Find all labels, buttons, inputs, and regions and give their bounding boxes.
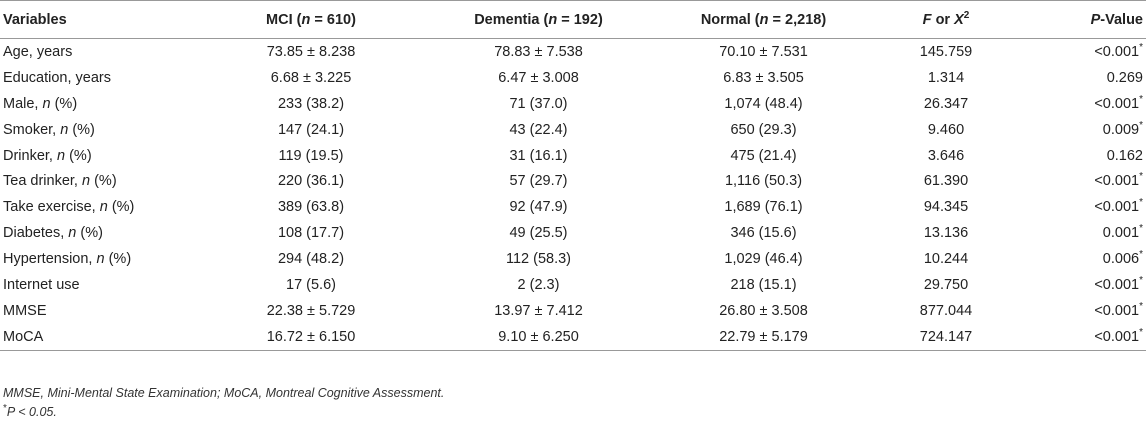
cell-f-statistic: 3.646: [927, 147, 965, 164]
cell-normal: 70.10 ± 7.531: [719, 43, 808, 60]
cell-normal: 26.80 ± 3.508: [719, 302, 808, 319]
table-header-row: [0, 1, 1146, 39]
significance-star: *: [1139, 223, 1143, 235]
cell-p-value: <0.001*: [1094, 171, 1143, 190]
cell-variable: Take exercise, n (%): [3, 199, 135, 216]
significance-star: *: [1139, 93, 1143, 105]
cell-p-value: 0.162: [1106, 147, 1143, 164]
table-row: [0, 143, 1146, 169]
significance-star: *: [1139, 326, 1143, 338]
cell-mci: 17 (5.6): [286, 276, 336, 293]
cell-variable: Tea drinker, n (%): [3, 173, 117, 190]
significance-star: *: [1139, 275, 1143, 287]
cell-f-statistic: 9.460: [927, 121, 965, 138]
cell-dementia: 13.97 ± 7.412: [494, 302, 583, 319]
significance-star: *: [1139, 42, 1143, 54]
cell-normal: 1,116 (50.3): [724, 173, 803, 190]
cell-p-value: 0.009*: [1102, 119, 1143, 138]
significance-star: *: [1139, 249, 1143, 261]
cell-variable: Education, years: [3, 69, 112, 86]
table-row: [0, 220, 1146, 246]
cell-dementia: 9.10 ± 6.250: [428, 324, 653, 350]
cell-normal: 218 (15.1): [730, 276, 797, 293]
cell-p-value: 0.006*: [1102, 249, 1143, 268]
cell-normal: 346 (15.6): [730, 225, 797, 242]
header-p-value: P-Value: [1018, 1, 1146, 39]
cell-normal: 1,074 (48.4): [724, 95, 803, 112]
cell-mci: 108 (17.7): [277, 225, 345, 242]
cell-normal: 475 (21.4): [730, 147, 797, 164]
cell-p-value: <0.001*: [1094, 197, 1143, 216]
table-body: [0, 39, 1146, 351]
cell-mci: 147 (24.1): [277, 121, 345, 138]
cell-dementia: 78.83 ± 7.538: [494, 43, 583, 60]
table-row: [0, 65, 1146, 91]
cell-f-statistic: 13.136: [923, 225, 969, 242]
cell-mci: 220 (36.1): [277, 173, 345, 190]
cell-f-statistic: 877.044: [919, 302, 973, 319]
cell-dementia: 92 (47.9): [509, 199, 568, 216]
significance-star: *: [1139, 197, 1143, 209]
cell-f-statistic: 94.345: [923, 199, 969, 216]
cell-normal: 6.83 ± 3.505: [723, 69, 804, 86]
table-row: [0, 91, 1146, 117]
cell-variable: Drinker, n (%): [3, 147, 92, 164]
cell-f-statistic: 145.759: [919, 43, 973, 60]
cell-f-statistic: 1.314: [927, 69, 965, 86]
table-footnotes: [3, 384, 444, 422]
table-row: [0, 194, 1146, 220]
cell-mci: 73.85 ± 8.238: [266, 43, 356, 60]
cell-p-value: <0.001*: [1094, 275, 1143, 293]
cell-dementia: 71 (37.0): [509, 95, 568, 112]
header-variables: Variables: [0, 1, 198, 39]
cell-normal: 1,029 (46.4): [724, 251, 803, 268]
table-row: [0, 298, 1146, 324]
header-mci: MCI (n = 610): [198, 1, 428, 39]
cell-p-value: <0.001*: [1094, 42, 1143, 60]
cell-f-statistic: 10.244: [923, 251, 969, 268]
cell-variable: MoCA: [0, 324, 198, 350]
cell-f-statistic: 724.147: [878, 324, 1018, 350]
cell-mci: 119 (19.5): [278, 147, 344, 164]
table-row: [0, 246, 1146, 272]
cell-dementia: 43 (22.4): [509, 121, 568, 138]
cell-f-statistic: 29.750: [923, 276, 969, 293]
cell-variable: Age, years: [3, 43, 73, 60]
cell-p-value: <0.001*: [1094, 301, 1143, 319]
cell-p-value: 0.001*: [1102, 223, 1143, 242]
cell-p-value: <0.001*: [1018, 324, 1146, 350]
cell-mci: 22.38 ± 5.729: [266, 302, 356, 319]
cell-mci: 389 (63.8): [277, 199, 345, 216]
significance-star: *: [1139, 301, 1143, 313]
cell-mci: 294 (48.2): [277, 251, 345, 268]
cell-f-statistic: 26.347: [923, 95, 969, 112]
footnote-significance: *P < 0.05.: [3, 402, 57, 419]
cell-dementia: 57 (29.7): [509, 173, 568, 190]
table-row: [0, 272, 1146, 298]
cell-variable: Diabetes, n (%): [3, 225, 103, 242]
cell-dementia: 49 (25.5): [509, 225, 568, 242]
cell-f-statistic: 61.390: [923, 173, 969, 190]
significance-star: *: [1139, 171, 1143, 183]
cell-variable: Hypertension, n (%): [3, 251, 132, 268]
table-row: [0, 168, 1146, 194]
cell-variable: MMSE: [3, 302, 47, 319]
cell-variable: Smoker, n (%): [3, 121, 95, 138]
cell-normal: 1,689 (76.1): [724, 199, 803, 216]
cell-variable: Internet use: [3, 276, 80, 293]
cell-p-value: 0.269: [1106, 69, 1143, 86]
header-normal: Normal (n = 2,218): [653, 1, 878, 39]
header-dementia: Dementia (n = 192): [428, 1, 653, 39]
table-row: [0, 324, 1146, 350]
footnote-abbreviations: MMSE, Mini-Mental State Examination; MoCA, Montreal Cognitive Assessment.: [3, 386, 445, 400]
cell-p-value: <0.001*: [1094, 93, 1143, 112]
cell-normal: 650 (29.3): [730, 121, 797, 138]
significance-star: *: [1139, 119, 1143, 131]
cell-mci: 233 (38.2): [277, 95, 345, 112]
cell-dementia: 112 (58.3): [505, 251, 572, 268]
table-row: [0, 117, 1146, 143]
cell-normal: 22.79 ± 5.179: [653, 324, 878, 350]
table-row: [0, 39, 1146, 65]
cell-dementia: 2 (2.3): [517, 276, 560, 293]
cell-dementia: 6.47 ± 3.008: [498, 69, 579, 86]
header-f-or-x2: F or $X^2$: [878, 1, 1018, 39]
cell-mci: 16.72 ± 6.150: [198, 324, 428, 350]
cell-variable: Male, n (%): [3, 95, 78, 112]
cell-mci: 6.68 ± 3.225: [270, 69, 352, 86]
cell-dementia: 31 (16.1): [509, 147, 568, 164]
